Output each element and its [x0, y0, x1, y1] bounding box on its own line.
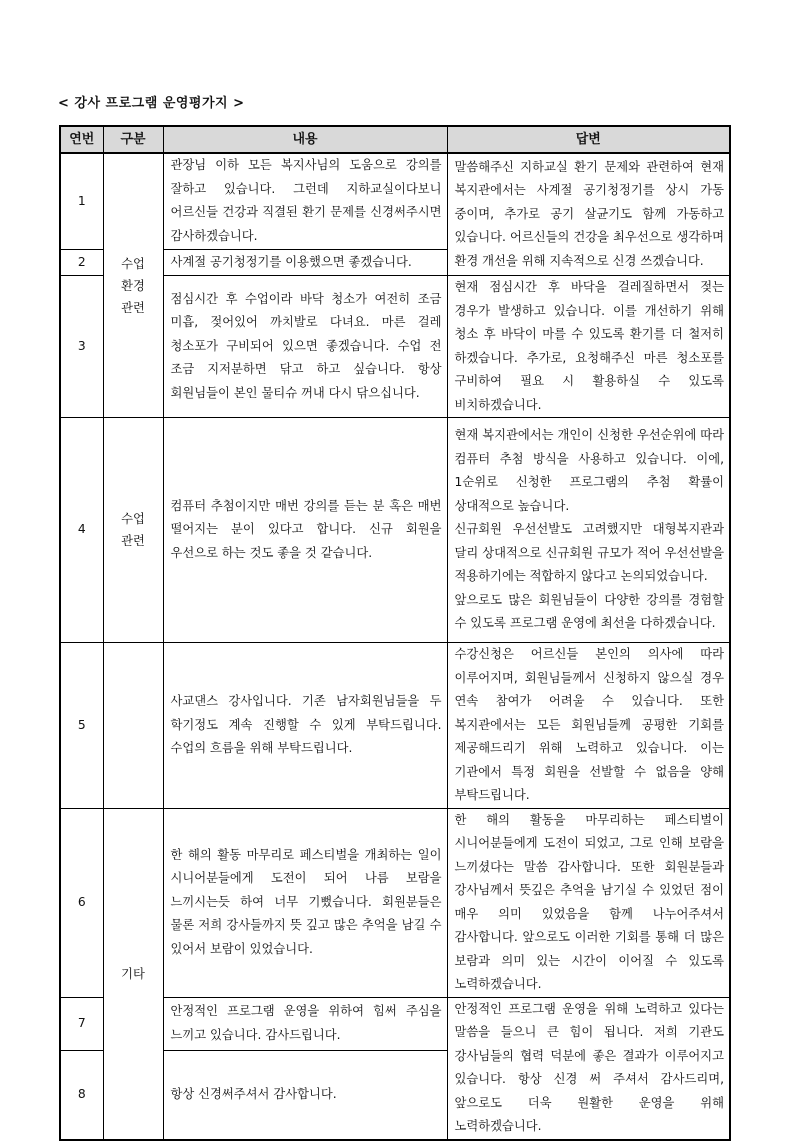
answer-cell: 현재 점심시간 후 바닥을 걸레질하면서 젖는 경우가 발생하고 있습니다. 이를 개선하기 위해 청소 후 바닥이 마를 수 있도록 환기를 더 철저히 하겠습니다. 추가로, 요청해주신 마른 청소포를 구비하여 필요 시 활용하실 수 있도록 비치하겠습니다.	[447, 276, 730, 418]
row-number: 6	[60, 808, 103, 997]
row-number: 7	[60, 997, 103, 1050]
content-cell: 컴퓨터 추첨이지만 매번 강의를 듣는 분 혹은 매번 떨어지는 분이 있다고 합니다. 신규 회원을 우선으로 하는 것도 좋을 것 같습니다.	[163, 418, 447, 643]
content-cell: 점심시간 후 수업이라 바닥 청소가 여전히 조금 미흡, 젖어있어 까치발로 다녀요. 마른 걸레 청소포가 구비되어 있으면 좋겠습니다. 수업 전 조금 지저분하면 닦고 하고 싶습니다. 항상 회원님들이 본인 물티슈 꺼내 다시 닦으십니다.	[163, 276, 447, 418]
header-no: 연번	[60, 126, 103, 153]
content-cell: 사계절 공기청정기를 이용했으면 좋겠습니다.	[163, 249, 447, 276]
row-number: 5	[60, 643, 103, 809]
header-category: 구분	[103, 126, 163, 153]
category-label: 기타	[121, 966, 145, 981]
table-row	[60, 418, 730, 643]
content-cell: 사교댄스 강사입니다. 기존 남자회원님들을 두 학기정도 계속 진행할 수 있게 부탁드립니다. 수업의 흐름을 위해 부탁드립니다.	[163, 643, 447, 809]
row-number: 2	[60, 249, 103, 276]
content-cell: 한 해의 활동 마무리로 페스티벌을 개최하는 일이 시니어분들에게 도전이 되어 나름 보람을 느끼시는듯 하여 너무 기뻤습니다. 회원분들은 물론 저희 강사들까지 뜻 깊고 많은 추억을 남길 수 있어서 보람이 있었습니다.	[163, 808, 447, 997]
table-row	[60, 808, 730, 997]
answer-cell: 한 해의 활동을 마무리하는 페스티벌이 시니어분들에게 도전이 되었고, 그로 인해 보람을 느끼셨다는 말씀 감사합니다. 또한 회원분들과 강사님께서 뜻깊은 추억을 남기실 수 있었던 점이 매우 의미 있었음을 함께 나누어주셔서 감사합니다. 앞으로도 이러한 기회를 통해 더 많은 보람과 의미 있는 시간이 이어질 수 있도록 노력하겠습니다.	[447, 808, 730, 997]
answer-cell: 안정적인 프로그램 운영을 위해 노력하고 있다는 말씀을 들으니 큰 힘이 됩니다. 저희 기관도 강사님들의 협력 덕분에 좋은 결과가 이루어지고 있습니다. 항상 신경 써 주셔서 감사드리며, 앞으로도 더욱 원활한 운영을 위해 노력하겠습니다.	[447, 997, 730, 1140]
header-content: 내용	[163, 126, 447, 153]
content-cell: 항상 신경써주셔서 감사합니다.	[163, 1050, 447, 1139]
row-number: 3	[60, 276, 103, 418]
table-row	[60, 153, 730, 249]
row-number: 1	[60, 153, 103, 249]
content-cell: 관장님 이하 모든 복지사님의 도움으로 강의를 잘하고 있습니다. 그런데 지하교실이다보니 어르신들 건강과 직결된 환기 문제를 신경써주시면 감사하겠습니다.	[163, 153, 447, 249]
row-number: 8	[60, 1050, 103, 1139]
answer-paragraph: 앞으로도 많은 회원님들이 다양한 강의를 경험할 수 있도록 프로그램 운영에 최선을 다하겠습니다.	[454, 592, 724, 631]
content-cell: 안정적인 프로그램 운영을 위하여 힘써 주심을 느끼고 있습니다. 감사드립니다.	[163, 997, 447, 1050]
answer-paragraph: 현재 복지관에서는 개인이 신청한 우선순위에 따라 컴퓨터 추첨 방식을 사용하고 있습니다. 이에, 1순위로 신청한 프로그램의 추첨 확률이 상대적으로 높습니다.	[454, 428, 724, 513]
answer-cell	[447, 418, 730, 643]
category-label: 관련	[121, 300, 145, 315]
page-title: < 강사 프로그램 운영평가지 >	[58, 96, 245, 111]
table-row	[60, 643, 730, 809]
answer-cell: 말씀해주신 지하교실 환기 문제와 관련하여 현재 복지관에서는 사계절 공기청정기를 상시 가동 중이며, 추가로 공기 살균기도 함께 가동하고 있습니다. 어르신들의 건강을 최우선으로 생각하며 환경 개선을 위해 지속적으로 신경 쓰겠습니다.	[447, 153, 730, 276]
header-row	[60, 126, 730, 153]
category-cell-class	[103, 418, 163, 643]
category-label: 수업	[121, 256, 145, 271]
category-label: 관련	[121, 534, 145, 548]
category-label: 수업	[121, 512, 145, 526]
row-number: 4	[60, 418, 103, 643]
evaluation-table	[59, 125, 731, 1141]
category-label: 환경	[121, 278, 145, 293]
category-cell-other	[103, 808, 163, 1140]
category-cell-empty	[103, 643, 163, 809]
header-answer: 답변	[447, 126, 730, 153]
answer-cell: 수강신청은 어르신들 본인의 의사에 따라 이루어지며, 회원님들께서 신청하지 않으실 경우 연속 참여가 어려울 수 있습니다. 또한 복지관에서는 모든 회원님들께 공평한 기회를 제공해드리기 위해 노력하고 있습니다. 이는 기관에서 특정 회원을 선발할 수 없음을 양해 부탁드립니다.	[447, 643, 730, 809]
category-cell-environment	[103, 153, 163, 418]
answer-paragraph: 신규회원 우선선발도 고려했지만 대형복지관과 달리 상대적으로 신규회원 규모가 적어 우선선발을 적용하기에는 적합하지 않다고 논의되었습니다.	[454, 522, 724, 584]
